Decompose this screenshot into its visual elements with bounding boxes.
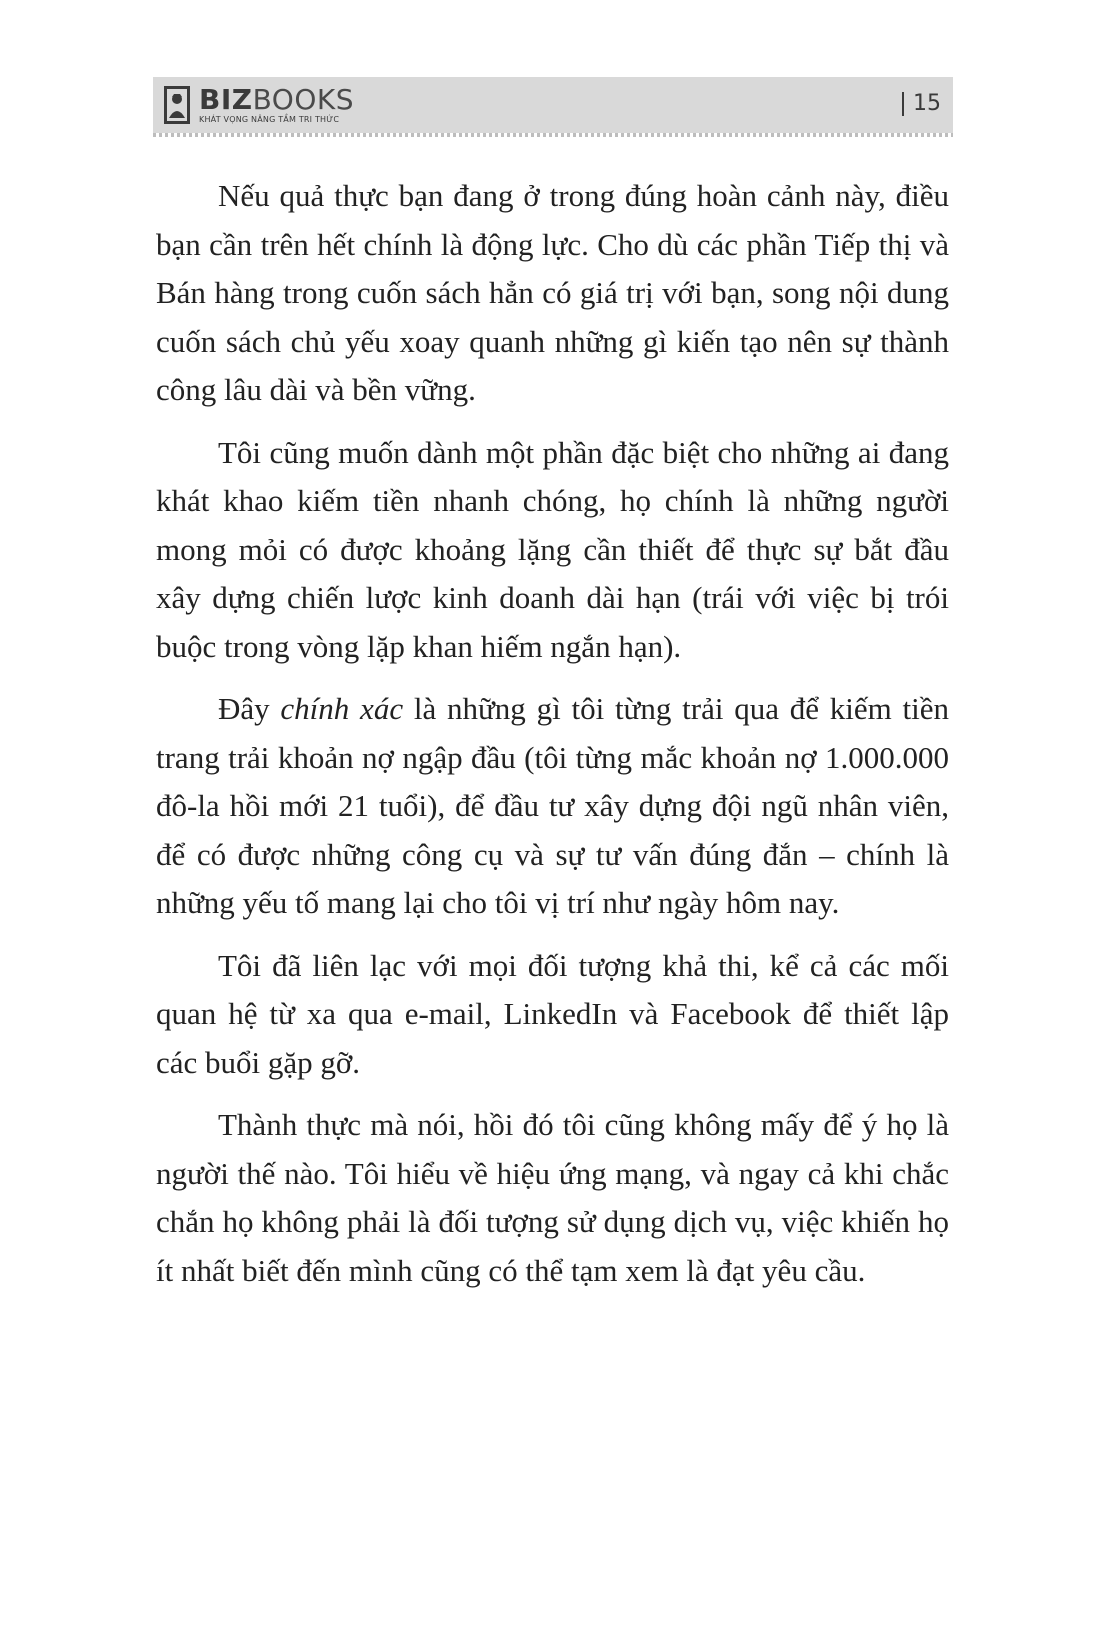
paragraph: Tôi cũng muốn dành một phần đặc biệt cho những ai đang khát khao kiếm tiền nhanh chóng, họ chính là những người mong mỏi có được khoảng lặng cần thiết để thực sự bắt đầu xây dựng chiến lược kinh doanh dài hạn (trái với việc bị trói buộc trong vòng lặp khan hiếm ngắn hạn).: [156, 434, 949, 664]
body-text: [156, 172, 949, 1309]
paragraph: Nếu quả thực bạn đang ở trong đúng hoàn cảnh này, điều bạn cần trên hết chính là động lực. Cho dù các phần Tiếp thị và Bán hàng trong cuốn sách hẳn có giá trị với bạn, song nội dung cuốn sách chủ yếu xoay quanh những gì kiến tạo nên sự thành công lâu dài và bền vững.: [156, 178, 949, 407]
page-number: [902, 89, 941, 119]
logo-tagline: KHÁT VỌNG NÂNG TẦM TRI THỨC: [199, 115, 340, 124]
paragraph-text: là những gì tôi từng trải qua để kiếm tiền trang trải khoản nợ ngập đầu (tôi từng mắc khoản nợ 1.000.000 đô-la hồi mới 21 tuổi), để đầu tư xây dựng đội ngũ nhân viên, để có được những công cụ và sự tư vấn đúng đắn – chính là những yếu tố mang lại cho tôi vị trí như ngày hôm nay.: [156, 691, 949, 920]
paragraph-text: Đây: [218, 691, 281, 726]
logo-books: BOOKS: [252, 83, 354, 116]
publisher-logo: [163, 82, 354, 128]
paragraph: Thành thực mà nói, hồi đó tôi cũng không mấy để ý họ là người thế nào. Tôi hiểu về hiệu ứng mạng, và ngay cả khi chắc chắn họ không phải là đối tượng sử dụng dịch vụ, việc khiến họ ít nhất biết đến mình cũng có thể tạm xem là đạt yêu cầu.: [156, 1107, 949, 1288]
paragraph: Tôi đã liên lạc với mọi đối tượng khả thi, kể cả các mối quan hệ từ xa qua e-mail, LinkedIn và Facebook để thiết lập các buổi gặp gỡ.: [156, 947, 949, 1080]
paragraph: [156, 685, 949, 928]
page-number-divider: [902, 92, 904, 116]
logo-biz: BIZ: [199, 83, 253, 116]
logo-wordmark: [199, 85, 354, 115]
page-number-value: 15: [913, 91, 941, 116]
bizbooks-logo-icon: [163, 84, 191, 126]
page-header: [153, 77, 953, 133]
paragraph-emphasis: chính xác: [280, 691, 404, 726]
